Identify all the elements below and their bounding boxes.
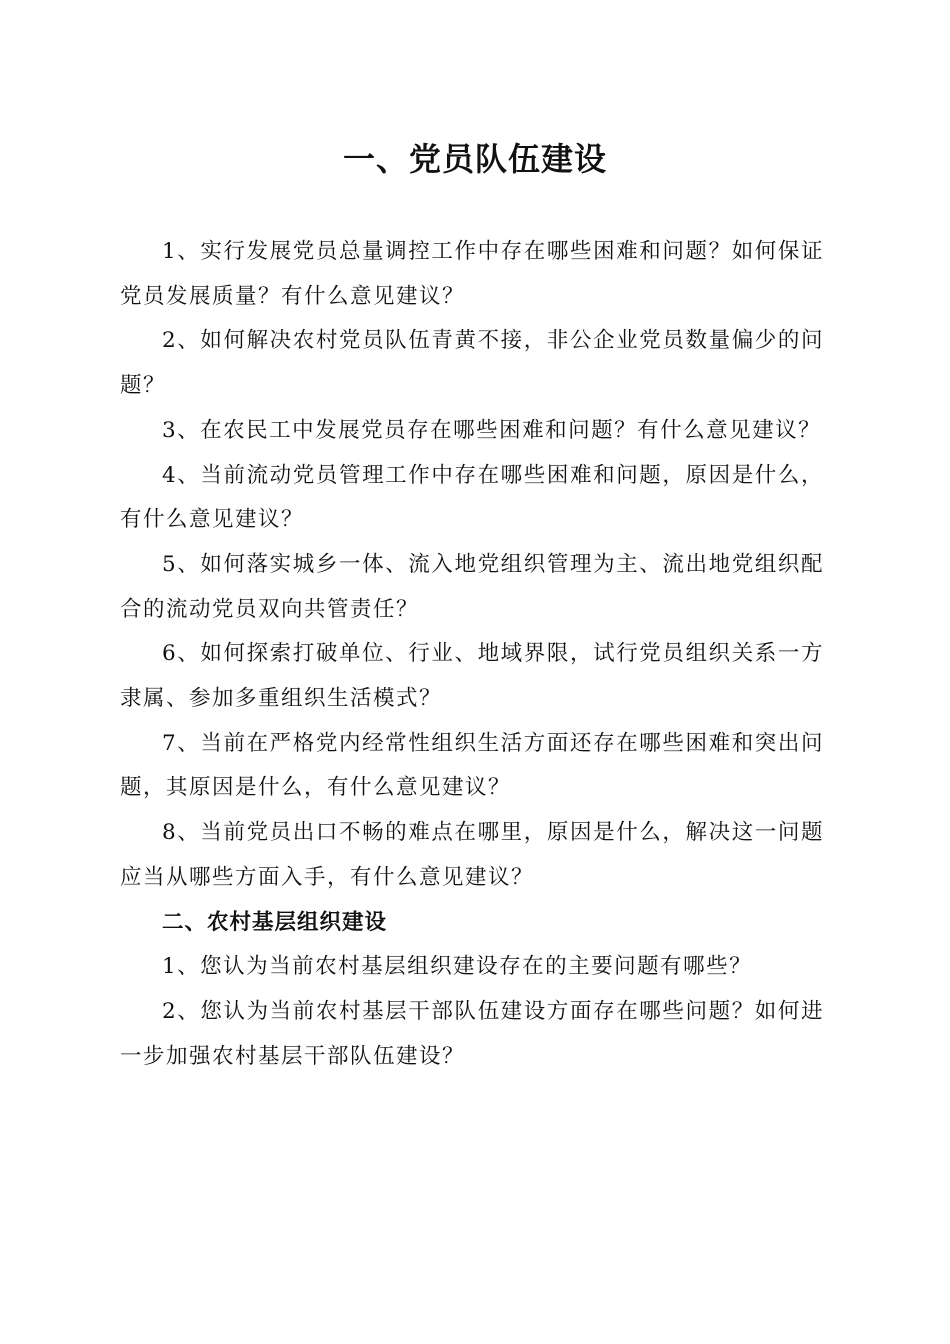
section1-item-8: 8、当前党员出口不畅的难点在哪里，原因是什么，解决这一问题应当从哪些方面入手，有什么意见建议？ <box>120 820 824 890</box>
document-body <box>120 230 824 1079</box>
section1-item-6: 6、如何探索打破单位、行业、地域界限，试行党员组织关系一方隶属、参加多重组织生活模式？ <box>120 641 824 712</box>
section1-item-4: 4、当前流动党员管理工作中存在哪些困难和问题，原因是什么，有什么意见建议？ <box>120 462 824 533</box>
section2-item-2: 2、您认为当前农村基层干部队伍建设方面存在哪些问题？如何进一步加强农村基层干部队伍建设？ <box>120 998 824 1069</box>
section1-item-3: 3、在农民工中发展党员存在哪些困难和问题？有什么意见建议？ <box>162 417 822 443</box>
section1-item-7: 7、当前在严格党内经常性组织生活方面还存在哪些困难和突出问题，其原因是什么，有什么意见建议？ <box>120 730 824 801</box>
section1-item-2: 2、如何解决农村党员队伍青黄不接，非公企业党员数量偏少的问题？ <box>120 328 824 399</box>
page-title: 一、党员队伍建设 <box>342 140 607 178</box>
section1-item-1: 1、实行发展党员总量调控工作中存在哪些困难和问题？如何保证党员发展质量？有什么意见建议？ <box>120 239 824 309</box>
section2-heading: 二、农村基层组织建设 <box>162 909 388 935</box>
section2-item-1: 1、您认为当前农村基层组织建设存在的主要问题有哪些？ <box>162 954 753 980</box>
section1-item-5: 5、如何落实城乡一体、流入地党组织管理为主、流出地党组织配合的流动党员双向共管责任？ <box>120 551 824 622</box>
